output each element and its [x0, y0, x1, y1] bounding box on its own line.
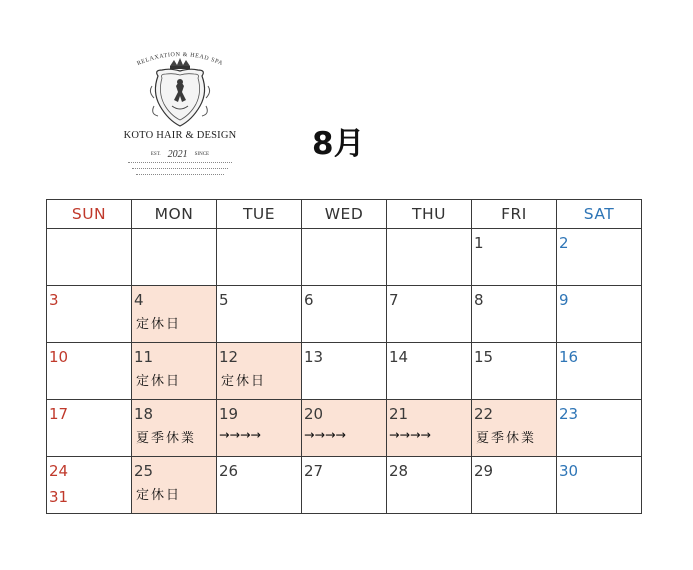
day-number-secondary: 31	[49, 488, 69, 506]
day-number: 17	[49, 405, 69, 423]
calendar-day-cell	[387, 286, 472, 343]
day-number	[387, 229, 471, 233]
calendar-day-cell	[472, 457, 557, 514]
calendar-body	[47, 229, 642, 514]
day-number	[132, 229, 216, 233]
day-number: 8	[474, 291, 484, 309]
day-number	[302, 229, 386, 233]
day-number: 5	[219, 291, 229, 309]
calendar-day-cell	[472, 229, 557, 286]
day-note: →→→→	[389, 427, 431, 442]
weekday-header-mon: MON	[132, 200, 217, 229]
calendar-day-cell	[557, 457, 642, 514]
logo-arc-label: RELAXATION & HEAD SPA	[136, 51, 224, 68]
weekday-header-fri: FRI	[472, 200, 557, 229]
day-number: 29	[474, 462, 494, 480]
day-number: 1	[474, 234, 484, 252]
weekday-header-thu: THU	[387, 200, 472, 229]
calendar-day-cell	[472, 286, 557, 343]
day-number: 9	[559, 291, 569, 309]
day-note: →→→→	[219, 427, 261, 442]
calendar-week-row	[47, 286, 642, 343]
day-number: 10	[49, 348, 69, 366]
weekday-header-wed: WED	[302, 200, 387, 229]
day-number: 30	[559, 462, 579, 480]
est-prefix: EST.	[150, 151, 161, 157]
day-number: 18	[134, 405, 154, 423]
calendar-day-cell	[472, 400, 557, 457]
calendar-day-cell	[47, 343, 132, 400]
day-number	[217, 229, 301, 233]
day-number: 14	[389, 348, 409, 366]
day-number: 4	[134, 291, 144, 309]
calendar-day-cell	[302, 457, 387, 514]
calendar-day-cell	[302, 400, 387, 457]
day-note: 定休日	[136, 317, 182, 332]
calendar-day-cell	[217, 400, 302, 457]
calendar-day-cell	[387, 457, 472, 514]
calendar-day-cell	[557, 229, 642, 286]
calendar-day-cell	[387, 229, 472, 286]
logo-tagline-line	[128, 162, 232, 164]
calendar-day-cell	[47, 286, 132, 343]
calendar-day-cell	[472, 343, 557, 400]
calendar-day-cell	[302, 343, 387, 400]
calendar-day-cell	[557, 286, 642, 343]
crest-emblem-icon	[148, 56, 212, 130]
day-number: 3	[49, 291, 59, 309]
calendar-day-cell	[132, 400, 217, 457]
calendar-week-row	[47, 457, 642, 514]
weekday-header-tue: TUE	[217, 200, 302, 229]
calendar-table	[46, 199, 642, 514]
logo-established	[110, 145, 250, 163]
day-number: 22	[474, 405, 494, 423]
calendar-day-cell	[132, 286, 217, 343]
day-number	[47, 229, 131, 233]
day-number: 7	[389, 291, 399, 309]
est-suffix: SINCE	[194, 151, 210, 157]
shop-logo	[110, 42, 250, 184]
weekday-header-sat: SAT	[557, 200, 642, 229]
day-number: 25	[134, 462, 154, 480]
day-number: 16	[559, 348, 579, 366]
day-number: 28	[389, 462, 409, 480]
day-number: 11	[134, 348, 154, 366]
calendar-day-cell	[47, 229, 132, 286]
day-number: 13	[304, 348, 324, 366]
day-number: 21	[389, 405, 409, 423]
calendar-week-row	[47, 400, 642, 457]
calendar-day-cell	[47, 400, 132, 457]
day-number: 19	[219, 405, 239, 423]
day-number: 26	[219, 462, 239, 480]
day-number: 2	[559, 234, 569, 252]
calendar-day-cell	[132, 457, 217, 514]
brand-name: KOTO HAIR & DESIGN	[123, 130, 237, 141]
calendar-day-cell	[557, 400, 642, 457]
weekday-header-sun: SUN	[47, 200, 132, 229]
calendar-day-cell	[217, 343, 302, 400]
calendar-day-cell	[217, 286, 302, 343]
logo-tagline-line	[132, 168, 228, 170]
day-number: 23	[559, 405, 579, 423]
calendar-week-row	[47, 343, 642, 400]
day-number: 27	[304, 462, 324, 480]
est-year: 2021	[167, 148, 188, 160]
day-number: 20	[304, 405, 324, 423]
day-note: 定休日	[136, 374, 182, 389]
day-note: 定休日	[221, 374, 267, 389]
calendar-day-cell	[302, 229, 387, 286]
calendar-day-cell	[47, 457, 132, 514]
calendar-day-cell	[387, 400, 472, 457]
day-number: 12	[219, 348, 239, 366]
calendar-day-cell	[217, 229, 302, 286]
calendar-day-cell	[132, 229, 217, 286]
logo-tagline-line	[136, 174, 224, 176]
month-title: 8月	[312, 126, 365, 162]
day-note: 定休日	[136, 488, 182, 503]
weekday-header-row	[47, 200, 642, 229]
calendar-day-cell	[557, 343, 642, 400]
calendar-day-cell	[387, 343, 472, 400]
day-number: 15	[474, 348, 494, 366]
day-number: 24	[49, 462, 69, 480]
day-note: →→→→	[304, 427, 346, 442]
calendar-day-cell	[302, 286, 387, 343]
calendar-day-cell	[132, 343, 217, 400]
day-note: 夏季休業	[136, 431, 197, 446]
day-number: 6	[304, 291, 314, 309]
calendar-week-row	[47, 229, 642, 286]
day-note: 夏季休業	[476, 431, 537, 446]
calendar-day-cell	[217, 457, 302, 514]
